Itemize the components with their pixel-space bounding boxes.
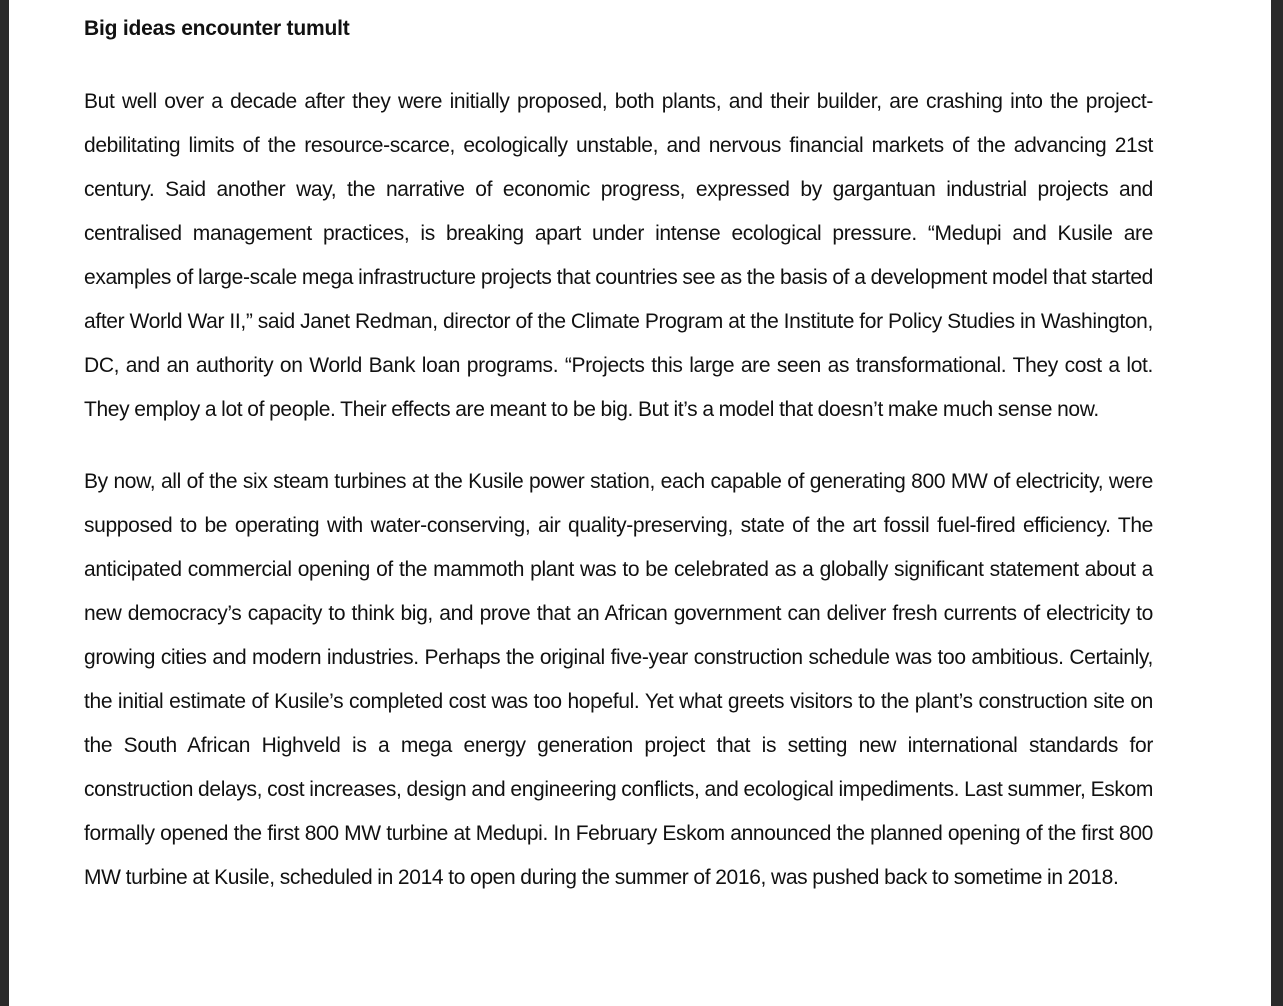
document-page <box>84 12 1153 928</box>
paragraph-2: By now, all of the six steam turbines at the Kusile power station, each capable of generating 800 MW of electricity, were supposed to be operating with water-conserving, air quality-preserving, state of the art fossil fuel-fired efficiency. The anticipated commercial opening of the mammoth plant was to be celebrated as a globally significant statement about a new democracy’s capacity to think big, and prove that an African government can deliver fresh currents of electricity to growing cities and modern industries. Perhaps the original five-year construction schedule was too ambitious. Certainly, the initial estimate of Kusile’s completed cost was too hopeful. Yet what greets visitors to the plant’s construction site on the South African Highveld is a mega energy generation project that is setting new international standards for construction delays, cost increases, design and engineering conflicts, and ecological impediments. Last summer, Eskom formally opened the first 800 MW turbine at Medupi. In February Eskom announced the planned opening of the first 800 MW turbine at Kusile, scheduled in 2014 to open during the summer of 2016, was pushed back to sometime in 2018. <box>84 470 1153 889</box>
right-border <box>1271 0 1283 1006</box>
left-border <box>0 0 9 1006</box>
section-heading: Big ideas encounter tumult <box>84 17 350 40</box>
paragraph-1: But well over a decade after they were initially proposed, both plants, and their builder, are crashing into the project-debilitating limits of the resource-scarce, ecologically unstable, and nervous financial markets of the advancing 21st century. Said another way, the narrative of economic progress, expressed by gargantuan industrial projects and centralised management practices, is breaking apart under intense ecological pressure. “Medupi and Kusile are examples of large-scale mega infrastructure projects that countries see as the basis of a development model that started after World War II,” said Janet Redman, director of the Climate Program at the Institute for Policy Studies in Washington, DC, and an authority on World Bank loan programs. “Projects this large are seen as transformational. They cost a lot. They employ a lot of people. Their effects are meant to be big. But it’s a model that doesn’t make much sense now. <box>84 90 1153 421</box>
